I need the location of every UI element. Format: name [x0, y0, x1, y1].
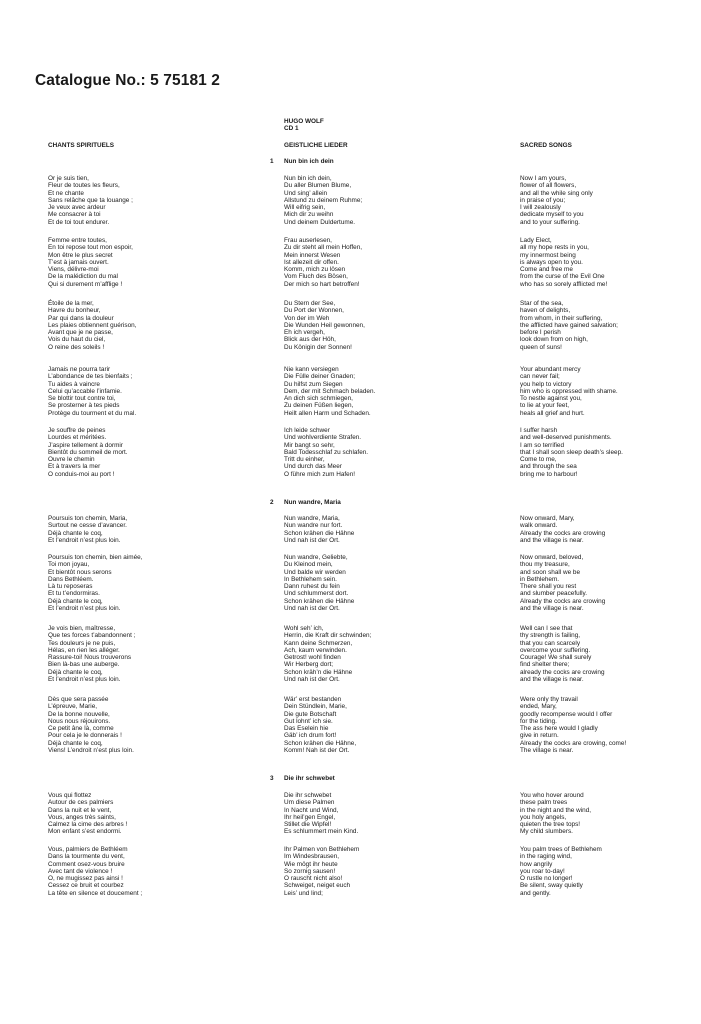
stanza-fr: [48, 846, 142, 897]
verse-line: Im Windesbrausen,: [284, 853, 340, 861]
verse-line: So zornig sausen!: [284, 867, 336, 875]
stanza-de: [284, 625, 371, 683]
composer: HUGO WOLF: [284, 118, 324, 125]
verse-line: Rassure-toi! Nous trouverons: [48, 654, 132, 662]
verse-line: Me consacrer à toi: [48, 211, 101, 219]
stanza-fr: [48, 300, 136, 351]
verse-line: Dem, der mit Schmach beladen.: [284, 387, 376, 395]
stanza-en: [520, 792, 591, 836]
verse-line: Schon krähen die Hähne: [284, 529, 355, 537]
verse-line: Déjà chante le coq,: [48, 529, 103, 537]
stanza-de: [284, 696, 356, 754]
verse-line: Already the cocks are crowing, come!: [520, 739, 627, 747]
verse-line: O rauscht nicht also!: [284, 875, 343, 883]
verse-line: T’est à jamais ouvert.: [48, 258, 109, 266]
verse-line: Là tu reposeras: [48, 583, 93, 591]
verse-line: Come to me,: [520, 456, 557, 464]
heading-english: SACRED SONGS: [520, 142, 572, 149]
verse-line: you holy angels,: [520, 813, 567, 821]
verse-line: Tes douleurs je ne puis,: [48, 639, 116, 647]
verse-line: Ist allezeit dir offen.: [284, 258, 339, 266]
verse-line: I suffer harsh: [520, 427, 558, 434]
verse-line: Schon krähen die Hähne,: [284, 739, 357, 747]
stanza-fr: [48, 696, 134, 754]
verse-line: Nie kann versiegen: [284, 366, 339, 373]
verse-line: Mon être le plus secret: [48, 251, 113, 259]
verse-line: walk onward.: [520, 522, 558, 530]
verse-line: Gut lohnt’ ich sie.: [284, 717, 333, 725]
verse-line: Calmez la cime des arbres !: [48, 821, 128, 829]
verse-line: Déjà chante le coq,: [48, 597, 103, 605]
verse-line: Et à travers la mer: [48, 463, 101, 471]
verse-line: Tritt du einher,: [284, 456, 325, 464]
verse-line: Surtout ne cesse d’avancer.: [48, 522, 127, 530]
verse-line: Toi mon joyau,: [48, 561, 90, 569]
verse-line: overcome your suffering.: [520, 646, 591, 654]
verse-line: La tête en silence et doucement ;: [48, 889, 143, 897]
verse-line: and the village is near.: [520, 605, 584, 613]
verse-line: Blick aus der Höh,: [284, 336, 336, 344]
verse-line: Et ne chante: [48, 189, 84, 197]
verse-line: Protège du tourment et du mal.: [48, 409, 137, 417]
verse-line: Stillet die Wipfel!: [284, 821, 332, 829]
stanza-fr: [48, 366, 136, 417]
verse-line: Vom Fluch des Bösen,: [284, 273, 348, 281]
verse-line: in the raging wind,: [520, 853, 572, 861]
stanza-de: [284, 846, 359, 897]
verse-line: my innermost being: [520, 251, 576, 259]
verse-line: Tu aides à vaincre: [48, 380, 100, 388]
verse-line: O, ne mugissez pas ainsi !: [48, 875, 123, 883]
stanza-de: [284, 237, 362, 288]
verse-line: and through the sea: [520, 463, 577, 471]
stanza-de: [284, 515, 354, 544]
verse-line: My child slumbers.: [520, 828, 573, 836]
verse-line: Avec tant de violence !: [48, 867, 113, 875]
verse-line: Kann deine Schmerzen,: [284, 639, 353, 647]
verse-line: look down from on high,: [520, 336, 588, 344]
verse-line: Sans relâche que ta louange ;: [48, 196, 133, 204]
verse-line: Your abundant mercy: [520, 366, 581, 373]
verse-line: Celui qu’accable l’infamie.: [48, 387, 122, 395]
verse-line: Ihr heil’gen Engel,: [284, 813, 336, 821]
heading-french: CHANTS SPIRITUELS: [48, 142, 115, 149]
song-number: 2: [270, 499, 274, 506]
verse-line: En toi repose tout mon espoir,: [48, 244, 133, 252]
verse-line: and gently.: [520, 889, 551, 897]
stanza-fr: [48, 554, 143, 612]
verse-line: find shelter there;: [520, 661, 570, 669]
verse-line: how angrily: [520, 860, 553, 868]
verse-line: Der mich so hart betroffen!: [284, 280, 360, 288]
verse-line: Ce petit âne là, comme: [48, 725, 114, 733]
verse-line: Vois du haut du ciel,: [48, 336, 106, 344]
verse-line: Bald Todesschlaf zu schlafen.: [284, 448, 369, 456]
verse-line: from the curse of the Evil One: [520, 273, 605, 281]
verse-line: Hélas, en rien les alléger.: [48, 646, 120, 654]
verse-line: Already the cocks are crowing: [520, 529, 606, 537]
stanza-en: [520, 237, 607, 288]
verse-line: I will zealously: [520, 204, 561, 212]
verse-line: Well can I see that: [520, 625, 573, 632]
verse-line: Star of the sea,: [520, 300, 564, 307]
verse-line: Und balde wir werden: [284, 568, 346, 576]
verse-line: Und nah ist der Ort.: [284, 605, 340, 613]
verse-line: Gäb’ ich drum fort!: [284, 732, 337, 740]
verse-line: Fleur de toutes les fleurs,: [48, 182, 120, 190]
verse-line: Déjà chante le coq,: [48, 668, 103, 676]
verse-line: you roar to-day!: [520, 867, 565, 875]
verse-line: give in return.: [520, 732, 559, 740]
verse-line: Nous nous réjouirons.: [48, 717, 111, 725]
verse-line: Es schlummert mein Kind.: [284, 828, 359, 836]
verse-line: in praise of you;: [520, 196, 566, 204]
stanza-en: [520, 175, 593, 226]
verse-line: Komm! Nah ist der Ort.: [284, 747, 350, 755]
stanza-en: [520, 846, 602, 897]
verse-line: Von der im Weh: [284, 314, 330, 322]
verse-line: Du hilfst zum Siegen: [284, 380, 343, 388]
verse-line: Um diese Palmen: [284, 799, 335, 807]
verse-line: Mein innerst Wesen: [284, 251, 341, 259]
verse-line: Wohl seh’ ich,: [284, 625, 324, 632]
verse-line: Und durch das Meer: [284, 463, 342, 471]
verse-line: already the cocks are crowing: [520, 668, 605, 676]
verse-line: Lady Elect,: [520, 237, 552, 244]
verse-line: O conduis-moi au port !: [48, 470, 115, 478]
verse-line: and all the while sing only: [520, 189, 593, 197]
verse-line: that I shall soon sleep death’s sleep.: [520, 448, 623, 456]
verse-line: Mich dir zu weihn: [284, 211, 334, 219]
verse-line: Les plaies obtiennent guérison,: [48, 321, 137, 329]
verse-line: you help to victory: [520, 380, 572, 388]
verse-line: Et bientôt nous serons: [48, 568, 112, 576]
song-number: 1: [270, 158, 274, 165]
verse-line: Ach, kaum verwinden.: [284, 646, 347, 654]
verse-line: Autour de ces palmiers: [48, 799, 114, 807]
verse-line: Je vois bien, maîtresse,: [48, 625, 116, 632]
verse-line: Courage! We shall surely: [520, 654, 592, 662]
verse-line: Du Port der Wonnen,: [284, 307, 344, 315]
verse-line: and well-deserved punishments.: [520, 434, 612, 442]
verse-line: is always open to you.: [520, 258, 583, 266]
verse-line: Now onward, beloved,: [520, 554, 584, 561]
verse-line: In Bethlehem sein.: [284, 575, 337, 583]
verse-line: De la malédiction du mal: [48, 273, 118, 281]
verse-line: An dich sich schmiegen,: [284, 395, 353, 403]
verse-line: Das Eselein hie: [284, 725, 329, 733]
verse-line: Und nah ist der Ort.: [284, 676, 340, 684]
verse-line: Et l’endroit n’est plus loin.: [48, 676, 121, 684]
verse-line: Now I am yours,: [520, 175, 567, 182]
verse-line: Already the cocks are crowing: [520, 597, 606, 605]
verse-line: Comment osez-vous bruire: [48, 860, 125, 868]
verse-line: Se blottir tout contre toi,: [48, 395, 116, 403]
verse-line: in the night and the wind,: [520, 806, 592, 814]
verse-line: Poursuis ton chemin, Maria,: [48, 515, 128, 522]
verse-line: Pour cela je le donnerais !: [48, 732, 122, 740]
verse-line: To nestle against you,: [520, 395, 582, 403]
verse-line: Et de toi tout endurer.: [48, 218, 110, 226]
verse-line: Frau auserlesen,: [284, 237, 332, 244]
verse-line: Were only thy travail: [520, 696, 578, 703]
verse-line: Heilt allen Harm und Schaden.: [284, 409, 371, 417]
verse-line: Vous qui flottez: [48, 792, 92, 799]
verse-line: Havre du bonheur,: [48, 307, 101, 315]
stanza-fr: [48, 515, 127, 544]
verse-line: Lourdes et méritées.: [48, 434, 107, 442]
verse-line: these palm trees: [520, 799, 568, 807]
verse-line: Cessez ce bruit et courbez: [48, 882, 124, 890]
verse-line: Ihr Palmen von Bethlehem: [284, 846, 360, 853]
verse-line: The village is near.: [520, 747, 574, 755]
verse-line: Du Stern der See,: [284, 300, 336, 307]
verse-line: and the village is near.: [520, 676, 584, 684]
verse-line: Wie mögt ihr heute: [284, 860, 338, 868]
verse-line: from whom, in their suffering,: [520, 314, 603, 322]
verse-line: O reine des soleils !: [48, 343, 105, 351]
verse-line: Vous, palmiers de Bethléem: [48, 846, 128, 853]
verse-line: Dans la nuit et le vent,: [48, 806, 112, 814]
verse-line: Zu deinen Füßen liegen,: [284, 402, 354, 410]
verse-line: Mon enfant s’est endormi.: [48, 828, 122, 836]
verse-line: Will eifrig sein,: [284, 204, 326, 212]
verse-line: Nun wandre, Geliebte,: [284, 554, 348, 561]
verse-line: Qui si durement m’afflige !: [48, 280, 123, 288]
verse-line: Dans la tourmente du vent,: [48, 853, 125, 861]
verse-line: Komm, mich zu lösen: [284, 266, 346, 274]
verse-line: Femme entre toutes,: [48, 237, 107, 244]
verse-line: O führe mich zum Hafen!: [284, 470, 356, 478]
stanza-en: [520, 515, 605, 544]
verse-line: Mir bangt so sehr,: [284, 441, 335, 449]
stanza-fr: [48, 237, 133, 288]
verse-line: flower of all flowers,: [520, 182, 577, 190]
verse-line: You palm trees of Bethlehem: [520, 846, 602, 853]
verse-line: L’épreuve, Marie,: [48, 703, 98, 711]
verse-line: Die ihr schwebet: [284, 792, 332, 799]
verse-line: and the village is near.: [520, 536, 584, 544]
verse-line: for the tiding.: [520, 717, 557, 725]
verse-line: Bientôt du sommeil de mort.: [48, 448, 128, 456]
verse-line: Wir Herberg dort;: [284, 661, 334, 669]
stanza-de: [284, 792, 358, 836]
verse-line: goodly recompense would I offer: [520, 710, 613, 718]
verse-line: and to your suffering.: [520, 218, 580, 226]
verse-line: Et l’endroit n’est plus loin.: [48, 605, 121, 613]
verse-line: Nun bin ich dein,: [284, 175, 332, 182]
verse-line: Now onward, Mary,: [520, 515, 575, 522]
verse-line: Poursuis ton chemin, bien aimée,: [48, 554, 143, 561]
song-number: 3: [270, 775, 274, 782]
verse-line: Je souffre de peines: [48, 427, 106, 434]
stanza-en: [520, 625, 605, 683]
verse-line: Eh ich vergeh,: [284, 329, 325, 337]
stanza-en: [520, 366, 618, 417]
song-title: Die ihr schwebet: [284, 775, 335, 782]
verse-line: the afflicted have gained salvation;: [520, 321, 618, 329]
verse-line: Und schlummerst dort.: [284, 590, 349, 598]
stanza-de: [284, 300, 365, 351]
verse-line: queen of suns!: [520, 343, 562, 351]
song-title: Nun bin ich dein: [284, 158, 334, 165]
verse-line: Herrin, die Kraft dir schwinden;: [284, 632, 372, 640]
verse-line: Nun wandre, Maria,: [284, 515, 340, 522]
verse-line: Dès que sera passée: [48, 696, 109, 703]
verse-line: Et l’endroit n’est plus loin.: [48, 536, 121, 544]
verse-line: Étoile de la mer,: [48, 300, 94, 307]
verse-line: haven of delights,: [520, 307, 571, 315]
verse-line: Be silent, sway quietly: [520, 882, 583, 890]
verse-line: ended, Mary,: [520, 703, 557, 711]
verse-line: Dans Bethléem.: [48, 575, 94, 583]
cd-label: CD 1: [284, 125, 299, 132]
verse-line: Dein Stündlein, Marie,: [284, 703, 347, 711]
verse-line: Come and free me: [520, 266, 573, 274]
stanza-fr: [48, 427, 128, 478]
verse-line: L’abondance de tes bienfaits ;: [48, 373, 133, 381]
stanza-fr: [48, 792, 127, 836]
verse-line: Und deinem Duldertume.: [284, 218, 356, 226]
verse-line: him who is oppressed with shame.: [520, 387, 618, 395]
verse-line: Schon krähen die Hähne: [284, 597, 355, 605]
stanza-en: [520, 300, 618, 351]
verse-line: Or je suis tien,: [48, 175, 89, 182]
verse-line: Déjà chante le coq,: [48, 739, 103, 747]
verse-line: Schweiget, neiget euch: [284, 882, 351, 890]
verse-line: that you can scarcely: [520, 639, 581, 647]
stanza-en: [520, 554, 605, 612]
verse-line: Und sing’ allein: [284, 189, 328, 197]
verse-line: Viens! L’endroit n’est plus loin.: [48, 747, 134, 755]
verse-line: Dann ruhest du fein: [284, 583, 340, 591]
verse-line: The ass here would I gladly: [520, 725, 598, 733]
verse-line: can never fail;: [520, 373, 560, 381]
verse-line: Und nah ist der Ort.: [284, 536, 340, 544]
stanza-de: [284, 175, 362, 226]
stanza-fr: [48, 175, 133, 226]
verse-line: Zu dir steht all mein Hoffen,: [284, 244, 363, 252]
stanza-en: [520, 427, 623, 478]
stanza-de: [284, 554, 354, 612]
verse-line: to lie at your feet,: [520, 402, 570, 410]
verse-line: Par qui dans la douleur: [48, 314, 114, 322]
verse-line: Allstund zu deinem Ruhme;: [284, 196, 363, 204]
verse-line: thy strength is failing,: [520, 632, 581, 640]
stanza-de: [284, 366, 375, 417]
verse-line: Avant que je ne passe,: [48, 329, 113, 337]
verse-line: thou my treasure,: [520, 561, 570, 569]
verse-line: Die Fülle deiner Gnaden;: [284, 373, 356, 381]
verse-line: Que tes forces t’abandonnent ;: [48, 632, 136, 640]
verse-line: heals all grief and hurt.: [520, 409, 585, 417]
verse-line: before I perish: [520, 329, 561, 337]
verse-line: Die gute Botschaft: [284, 710, 337, 718]
verse-line: You who hover around: [520, 792, 584, 799]
verse-line: who has so sorely afflicted me!: [520, 280, 608, 288]
verse-line: J’aspire tellement à dormir: [48, 441, 123, 449]
verse-line: Du aller Blumen Blume,: [284, 182, 352, 190]
verse-line: quieten the tree tops!: [520, 821, 581, 829]
verse-line: Leis’ und lind;: [284, 889, 323, 897]
verse-line: Viens, délivre-moi: [48, 266, 99, 274]
verse-line: Du Kleinod mein,: [284, 561, 333, 569]
stanza-fr: [48, 625, 135, 683]
verse-line: bring me to harbour!: [520, 470, 578, 478]
verse-line: Bien là-bas une auberge.: [48, 661, 120, 669]
verse-line: Und wohlverdiente Strafen.: [284, 434, 362, 442]
verse-line: There shall you rest: [520, 583, 577, 591]
verse-line: dedicate myself to you: [520, 211, 584, 219]
stanza-en: [520, 696, 626, 754]
verse-line: In Nacht und Wind,: [284, 806, 339, 814]
verse-line: Jamais ne pourra tarir: [48, 366, 111, 373]
verse-line: Ouvre le chemin: [48, 456, 95, 464]
verse-line: Nun wandre nur fort.: [284, 522, 343, 530]
heading-german: GEISTLICHE LIEDER: [284, 142, 348, 149]
verse-line: I am so terrified: [520, 441, 565, 449]
verse-line: Ich leide schwer: [284, 427, 330, 434]
verse-line: De la bonne nouvelle,: [48, 710, 110, 718]
verse-line: Getrost! wohl finden: [284, 654, 341, 662]
verse-line: all my hope rests in you,: [520, 244, 589, 252]
verse-line: in Bethlehem.: [520, 575, 560, 583]
verse-line: O rustle no longer!: [520, 875, 573, 883]
verse-line: Et tu t’endormiras.: [48, 590, 100, 598]
verse-line: and soon shall we be: [520, 568, 581, 576]
verse-line: Je veux avec ardeur: [48, 204, 106, 212]
song-title: Nun wandre, Maria: [284, 499, 341, 506]
verse-line: and slumber peacefully.: [520, 590, 588, 598]
verse-line: Die Wunden Heil gewonnen,: [284, 321, 365, 329]
verse-line: Se prosterner à tes pieds: [48, 402, 120, 410]
verse-line: Du Königin der Sonnen!: [284, 343, 352, 351]
catalogue-number: Catalogue No.: 5 75181 2: [35, 72, 221, 89]
stanza-de: [284, 427, 368, 478]
verse-line: Vous, anges très saints,: [48, 813, 116, 821]
verse-line: Wär’ erst bestanden: [284, 696, 342, 703]
verse-line: Schon kräh’n die Hähne: [284, 668, 353, 676]
